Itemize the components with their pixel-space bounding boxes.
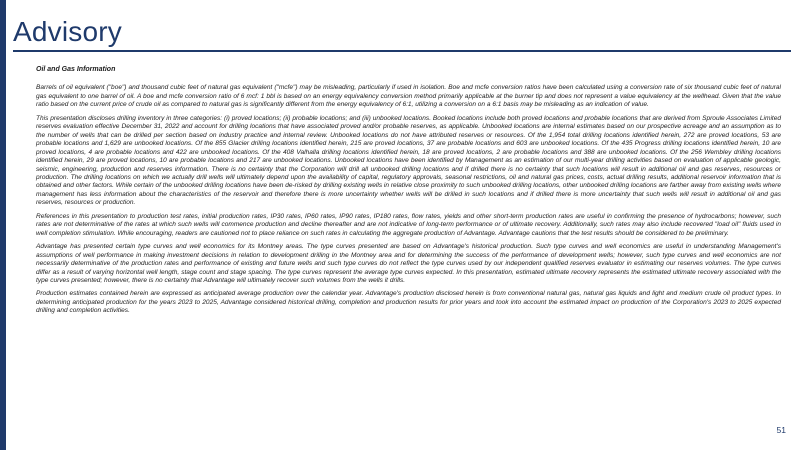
page-title: Advisory xyxy=(13,16,122,47)
page-number: 51 xyxy=(776,425,786,435)
section-heading: Oil and Gas Information xyxy=(36,66,116,73)
paragraph-type-curves: Advantage has presented certain type curves and well economics for its Montney areas. The type curves presented are based on Advantage's historical production. Such type curves and well economics are useful in understanding Management's assumptions of well performance in making investment decisions in relation to development drilling in the Montney area and for determining the success of the performance of development wells; however, such type curves and well economics are not necessarily determinative of the production rates and performance of existing and future wells and such type curves do not reflect the type curves used by our independent qualified reserves evaluator in estimating our reserves volumes. The type curves differ as a result of varying horizontal well length, stage count and stage spacing. The type curves represent the average type curves expected. In this presentation, estimated ultimate recovery represents the estimated ultimate recovery associated with the type curves presented; however, there is no certainty that Advantage will ultimately recover such volumes from the wells it drills. xyxy=(36,243,781,284)
paragraph-boe: Barrels of oil equivalent ("boe") and thousand cubic feet of natural gas equivalent ("mcfe") may be misleading, particularly if used in isolation. Boe and mcfe conversion ratios have been calculated using a conversion rate of six thousand cubic feet of natural gas equivalent to one barrel of oil. A boe and mcfe conversion ratio of 6 mcf: 1 bbl is based on an energy equivalency conversion method primarily applicable at the burner tip and does not represent a value equivalency at the wellhead. Given that the value ratio based on the current price of crude oil as compared to natural gas is significantly different from the energy equivalency of 6:1, utilizing a conversion on a 6:1 basis may be misleading as an indication of value. xyxy=(36,84,781,109)
title-divider xyxy=(13,50,791,52)
accent-bar xyxy=(0,0,6,450)
paragraph-production-rates: References in this presentation to production test rates, initial production rates, IP30 rates, IP60 rates, IP90 rates, IP180 rates, flow rates, yields and other short-term production rates are useful in confirming the presence of hydrocarbons; however, such rates are not determinative of the rates at which such wells will commence production and decline thereafter and are not indicative of long-term performance or of ultimate recovery. Additionally, such rates may also include recovered "load oil" fluids used in well completion stimulation. While encouraging, readers are cautioned not to place reliance on such rates in calculating the aggregate production of Advantage. Advantage cautions that the test results should be considered to be preliminary. xyxy=(36,212,781,237)
paragraph-production-estimates: Production estimates contained herein are expressed as anticipated average production over the calendar year. Advantage's production disclosed herein is from conventional natural gas, natural gas liquids and light and medium crude oil product types. In determining anticipated production for the years 2023 to 2025, Advantage considered historical drilling, completion and production results for prior years and took into account the estimated impact on production of the Corporation's 2023 to 2025 expected drilling and completion activities. xyxy=(36,290,781,315)
paragraph-drilling-inventory: This presentation discloses drilling inventory in three categories: (i) proved locations; (ii) probable locations; and (iii) unbooked locations. Booked locations include both proved locations and probable locations that are derived from Sproule Associates Limited reserves evaluation effective December 31, 2022 and account for drilling locations that have associated proved and/or probable reserves, as applicable. Unbooked locations are internal estimates based on our prospective acreage and an assumption as to the number of wells that can be drilled per section based on industry practice and internal review. Unbooked locations do not have attributed reserves or resources. Of the 1,954 total drilling locations identified herein, 272 are proved locations, 53 are probable locations and 1,629 are unbooked locations. Of the 855 Glacier drilling locations identified herein, 215 are proved locations, 37 are probable locations and 603 are unbooked locations. Of the 435 Progress drilling locations identified herein, 10 are proved locations, 4 are probable locations and 422 are unbooked locations. Of the 408 Valhalla drilling locations identified herein, 18 are proved locations, 2 are probable locations and 388 are unbooked locations. Of the 256 Wembley drilling locations identified herein, 29 are proved locations, 10 are probable locations and 217 are unbooked locations. Unbooked locations have been identified by Management as an estimation of our multi-year drilling activities based on evaluation of applicable geologic, seismic, engineering, production and reserves information. There is no certainty that the Corporation will drill all unbooked drilling locations and if drilled there is no certainty that such locations will result in additional oil and gas reserves, resources or production. The drilling locations on which we actually drill wells will ultimately depend upon the availability of capital, regulatory approvals, seasonal restrictions, oil and natural gas prices, costs, actual drilling results, additional reservoir information that is obtained and other factors. While certain of the unbooked drilling locations have been de-risked by drilling existing wells in relative close proximity to such unbooked drilling locations, other unbooked drilling locations are farther away from existing wells where management has less information about the characteristics of the reservoir and therefore there is more uncertainty whether wells will be drilled in such locations and if drilled there is more uncertainty that such wells will result in additional oil and gas reserves, resources or production. xyxy=(36,114,781,207)
advisory-body xyxy=(36,66,781,321)
